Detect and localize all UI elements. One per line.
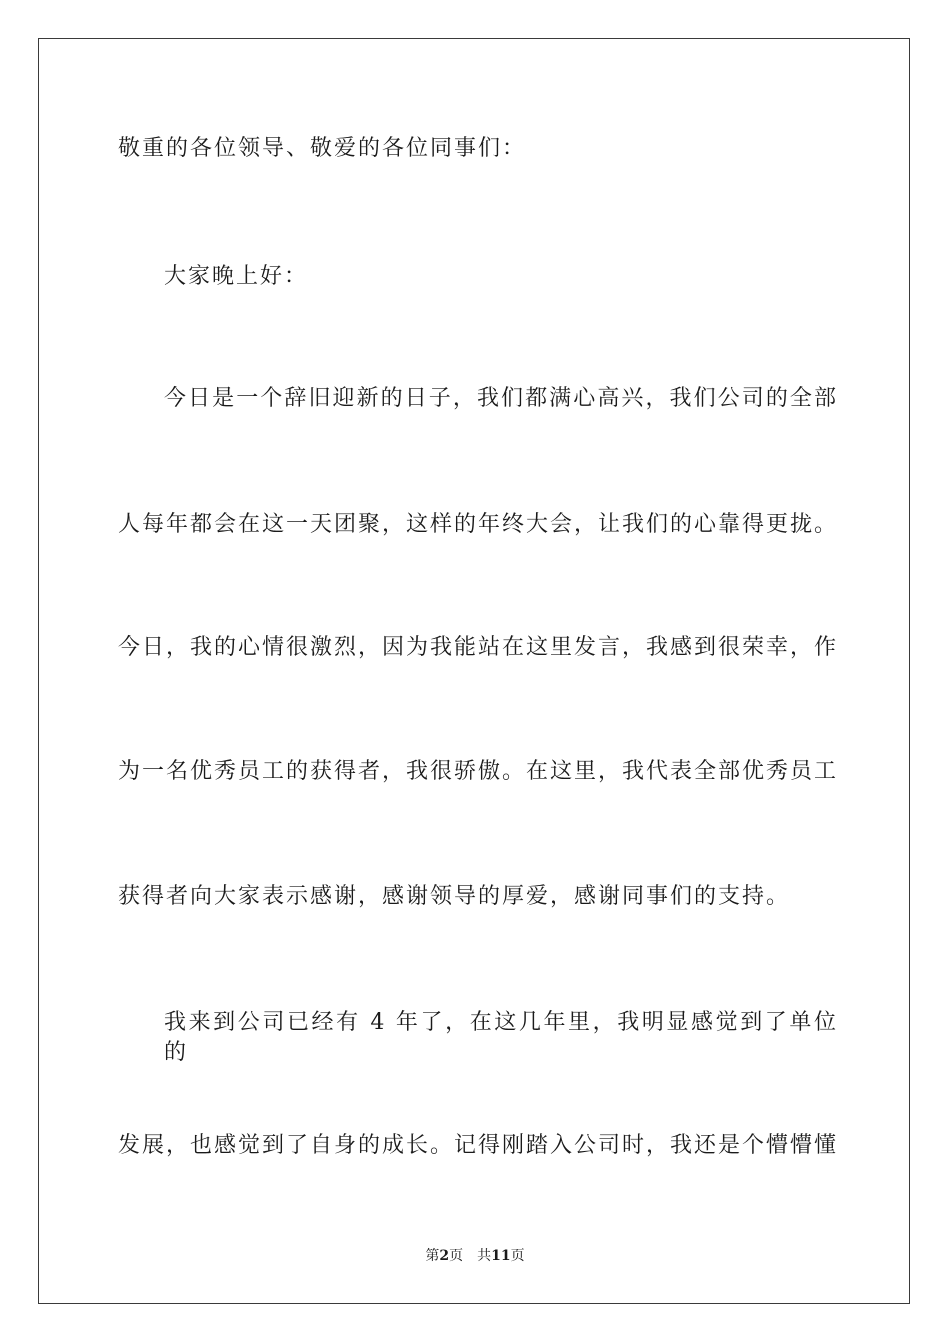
paragraph-line: 获得者向大家表示感谢，感谢领导的厚爱，感谢同事们的支持。 [118, 884, 791, 909]
paragraph-line: 发展，也感觉到了自身的成长。记得刚踏入公司时，我还是个懵懵懂 [118, 1133, 839, 1158]
total-pages-label: 共11页 [477, 1248, 525, 1264]
paragraph-line: 人每年都会在这一天团聚，这样的年终大会，让我们的心靠得更拢。 [118, 512, 839, 537]
page-border [38, 38, 910, 1304]
page-number-label: 第2页 [425, 1248, 464, 1264]
page-footer [0, 1246, 950, 1266]
salutation-line: 敬重的各位领导、敬爱的各位同事们： [118, 136, 527, 161]
paragraph-line: 今日是一个辞旧迎新的日子，我们都满心高兴，我们公司的全部 [164, 386, 838, 411]
paragraph-line: 为一名优秀员工的获得者，我很骄傲。在这里，我代表全部优秀员工 [118, 759, 839, 784]
greeting-line: 大家晚上好： [164, 264, 309, 289]
paragraph-line: 我来到公司已经有 4 年了，在这几年里，我明显感觉到了单位的 [164, 1010, 838, 1065]
paragraph-line: 今日，我的心情很激烈，因为我能站在这里发言，我感到很荣幸，作 [118, 635, 839, 660]
